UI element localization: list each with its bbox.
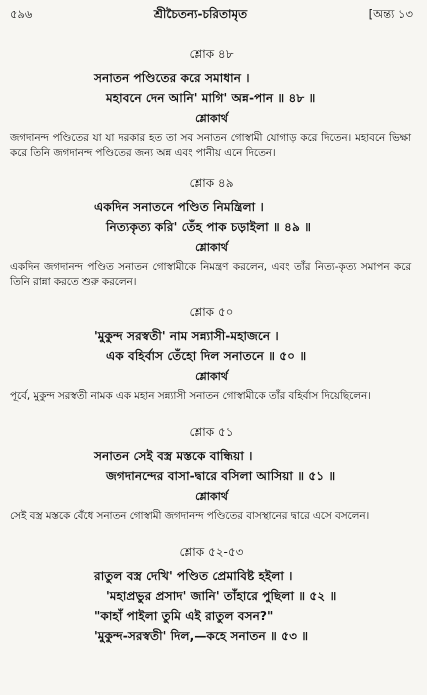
verse-line: নিত্যকৃত্য করি' তেঁহ পাক চড়াইলা ॥ ৪৯ ॥ — [106, 220, 311, 234]
verse-line: রাতুল বস্ত্র দেখি' পণ্ডিত প্রেমাবিষ্ট হইলা । — [94, 569, 293, 583]
sloka-block — [10, 175, 413, 290]
verse-line: এক বহির্বাস তেঁহো দিল সনাতনে ॥ ৫০ ॥ — [106, 349, 307, 363]
page-number: ৫৯৬ — [10, 7, 33, 21]
verse-line: সনাতন সেই বস্ত্র মস্তকে বান্ধিয়া । — [94, 449, 253, 463]
verse-line: জগদানন্দের বাসা-দ্বারে বসিলা আসিয়া ॥ ৫১ ॥ — [106, 469, 336, 483]
book-title: শ্রীচৈতন্য-চরিতামৃত — [153, 7, 248, 21]
translation-text: একদিন জগদানন্দ পণ্ডিত সনাতন গোস্বামীকে নিমন্ত্রণ করলেন, এবং তাঁর নিত্য-কৃত্য সমাপন করে তিনি রান্না করতে শুরু করলেন। — [10, 261, 411, 288]
verse-line: মহাবনে দেন আনি' মাগি' অন্ন-পান ॥ ৪৮ ॥ — [106, 91, 316, 105]
verse-line: "কাহাঁ পাইলা তুমি এই রাতুল বসন?" — [94, 609, 274, 623]
verse-line: 'মহাপ্রভুর প্রসাদ' জানি' তাঁহারে পুছিলা ॥ ৫২ ॥ — [106, 589, 337, 603]
chapter-reference: [অন্ত্য ১৩ — [368, 7, 413, 21]
verse-line: 'মুকুন্দ-সরস্বতী' দিল,—কহে সনাতন ॥ ৫৩ ॥ — [94, 629, 309, 643]
translation-heading: শ্লোকার্থ — [195, 370, 228, 383]
sloka-block — [10, 46, 413, 161]
sloka-heading: শ্লোক ৪৮ — [189, 47, 234, 61]
translation-heading: শ্লোকার্থ — [195, 490, 228, 503]
sloka-block — [10, 424, 413, 524]
sloka-heading: শ্লোক ৫১ — [189, 425, 234, 439]
translation-heading: শ্লোকার্থ — [195, 241, 228, 254]
sloka-heading: শ্লোক ৪৯ — [189, 176, 234, 190]
verse-line: একদিন সনাতনে পণ্ডিত নিমন্ত্রিলা । — [94, 200, 264, 214]
translation-text: জগদানন্দ পণ্ডিতের যা যা দরকার হত তা সব সনাতন গোস্বামী যোগাড় করে দিতেন। মহাবনে ভিক্ষা করে তিনি জগদানন্দ পণ্ডিতের জন্য অন্ন এবং পানীয় এনে দিতেন। — [10, 132, 411, 159]
verse-line: সনাতন পণ্ডিতের করে সমাধান । — [94, 71, 250, 85]
sloka-block — [10, 304, 413, 404]
verse-line: 'মুকুন্দ সরস্বতী' নাম সন্ন্যাসী-মহাজনে । — [94, 329, 279, 343]
page-header — [10, 6, 413, 26]
sloka-heading: শ্লোক ৫২-৫৩ — [179, 545, 244, 559]
sloka-heading: শ্লোক ৫০ — [189, 305, 234, 319]
translation-text: সেই বস্ত্র মস্তকে বেঁধে সনাতন গোস্বামী জগদানন্দ পণ্ডিতের বাসস্থানের দ্বারে এসে বসলেন। — [10, 510, 370, 522]
sloka-block — [10, 544, 413, 646]
translation-text: পূর্বে, মুকুন্দ সরস্বতী নামক এক মহান সন্ন্যাসী সনাতন গোস্বামীকে তাঁর বহির্বাস দিয়েছিলেন। — [10, 390, 371, 402]
translation-heading: শ্লোকার্থ — [195, 112, 228, 125]
